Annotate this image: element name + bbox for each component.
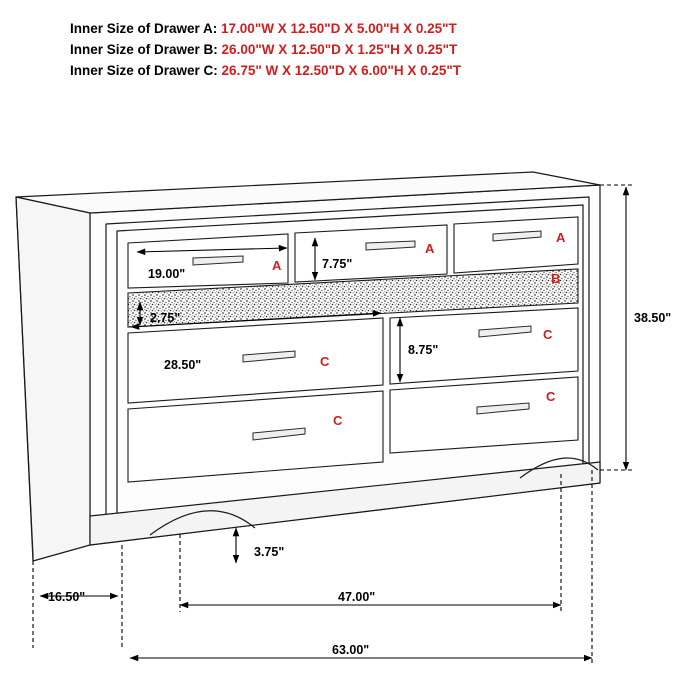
spec-value-c: 26.75" W X 12.50"D X 6.00"H X 0.25"T [221,63,462,78]
label-drawer-c-mid-right: C [543,327,553,342]
label-drawer-a-middle: A [425,241,435,256]
dim-label-3-75: 3.75" [254,545,285,559]
spec-value-a: 17.00"W X 12.50"D X 5.00"H X 0.25"T [221,21,457,36]
spec-label-c: Inner Size of Drawer C: [70,63,222,78]
label-drawer-c-mid-left: C [320,354,330,369]
cabinet-left-side [16,197,90,561]
dim-label-19: 19.00" [148,267,186,281]
label-drawer-c-bottom-left: C [333,413,343,428]
spec-label-b: Inner Size of Drawer B: [70,42,222,57]
dim-label-63: 63.00" [332,643,370,657]
label-drawer-a-right: A [556,230,566,245]
label-drawer-c-bottom-right: C [546,389,556,404]
spec-label-a: Inner Size of Drawer A: [70,21,222,36]
dim-label-16-5: 16.50" [48,590,86,604]
drawer-a-right [454,217,578,273]
spec-value-b: 26.00"W X 12.50"D X 1.25"H X 0.25"T [221,42,458,57]
dim-label-28-5: 28.50" [164,358,202,372]
dim-label-8-75: 8.75" [408,343,439,357]
dim-label-38-5: 38.50" [634,311,672,325]
dim-label-2-75: 2.75" [150,311,181,325]
dim-label-47: 47.00" [338,590,376,604]
dim-label-7-75: 7.75" [322,257,353,271]
label-drawer-a-left: A [272,258,282,273]
label-drawer-b: B [551,271,561,286]
drawer-fronts [128,217,578,482]
